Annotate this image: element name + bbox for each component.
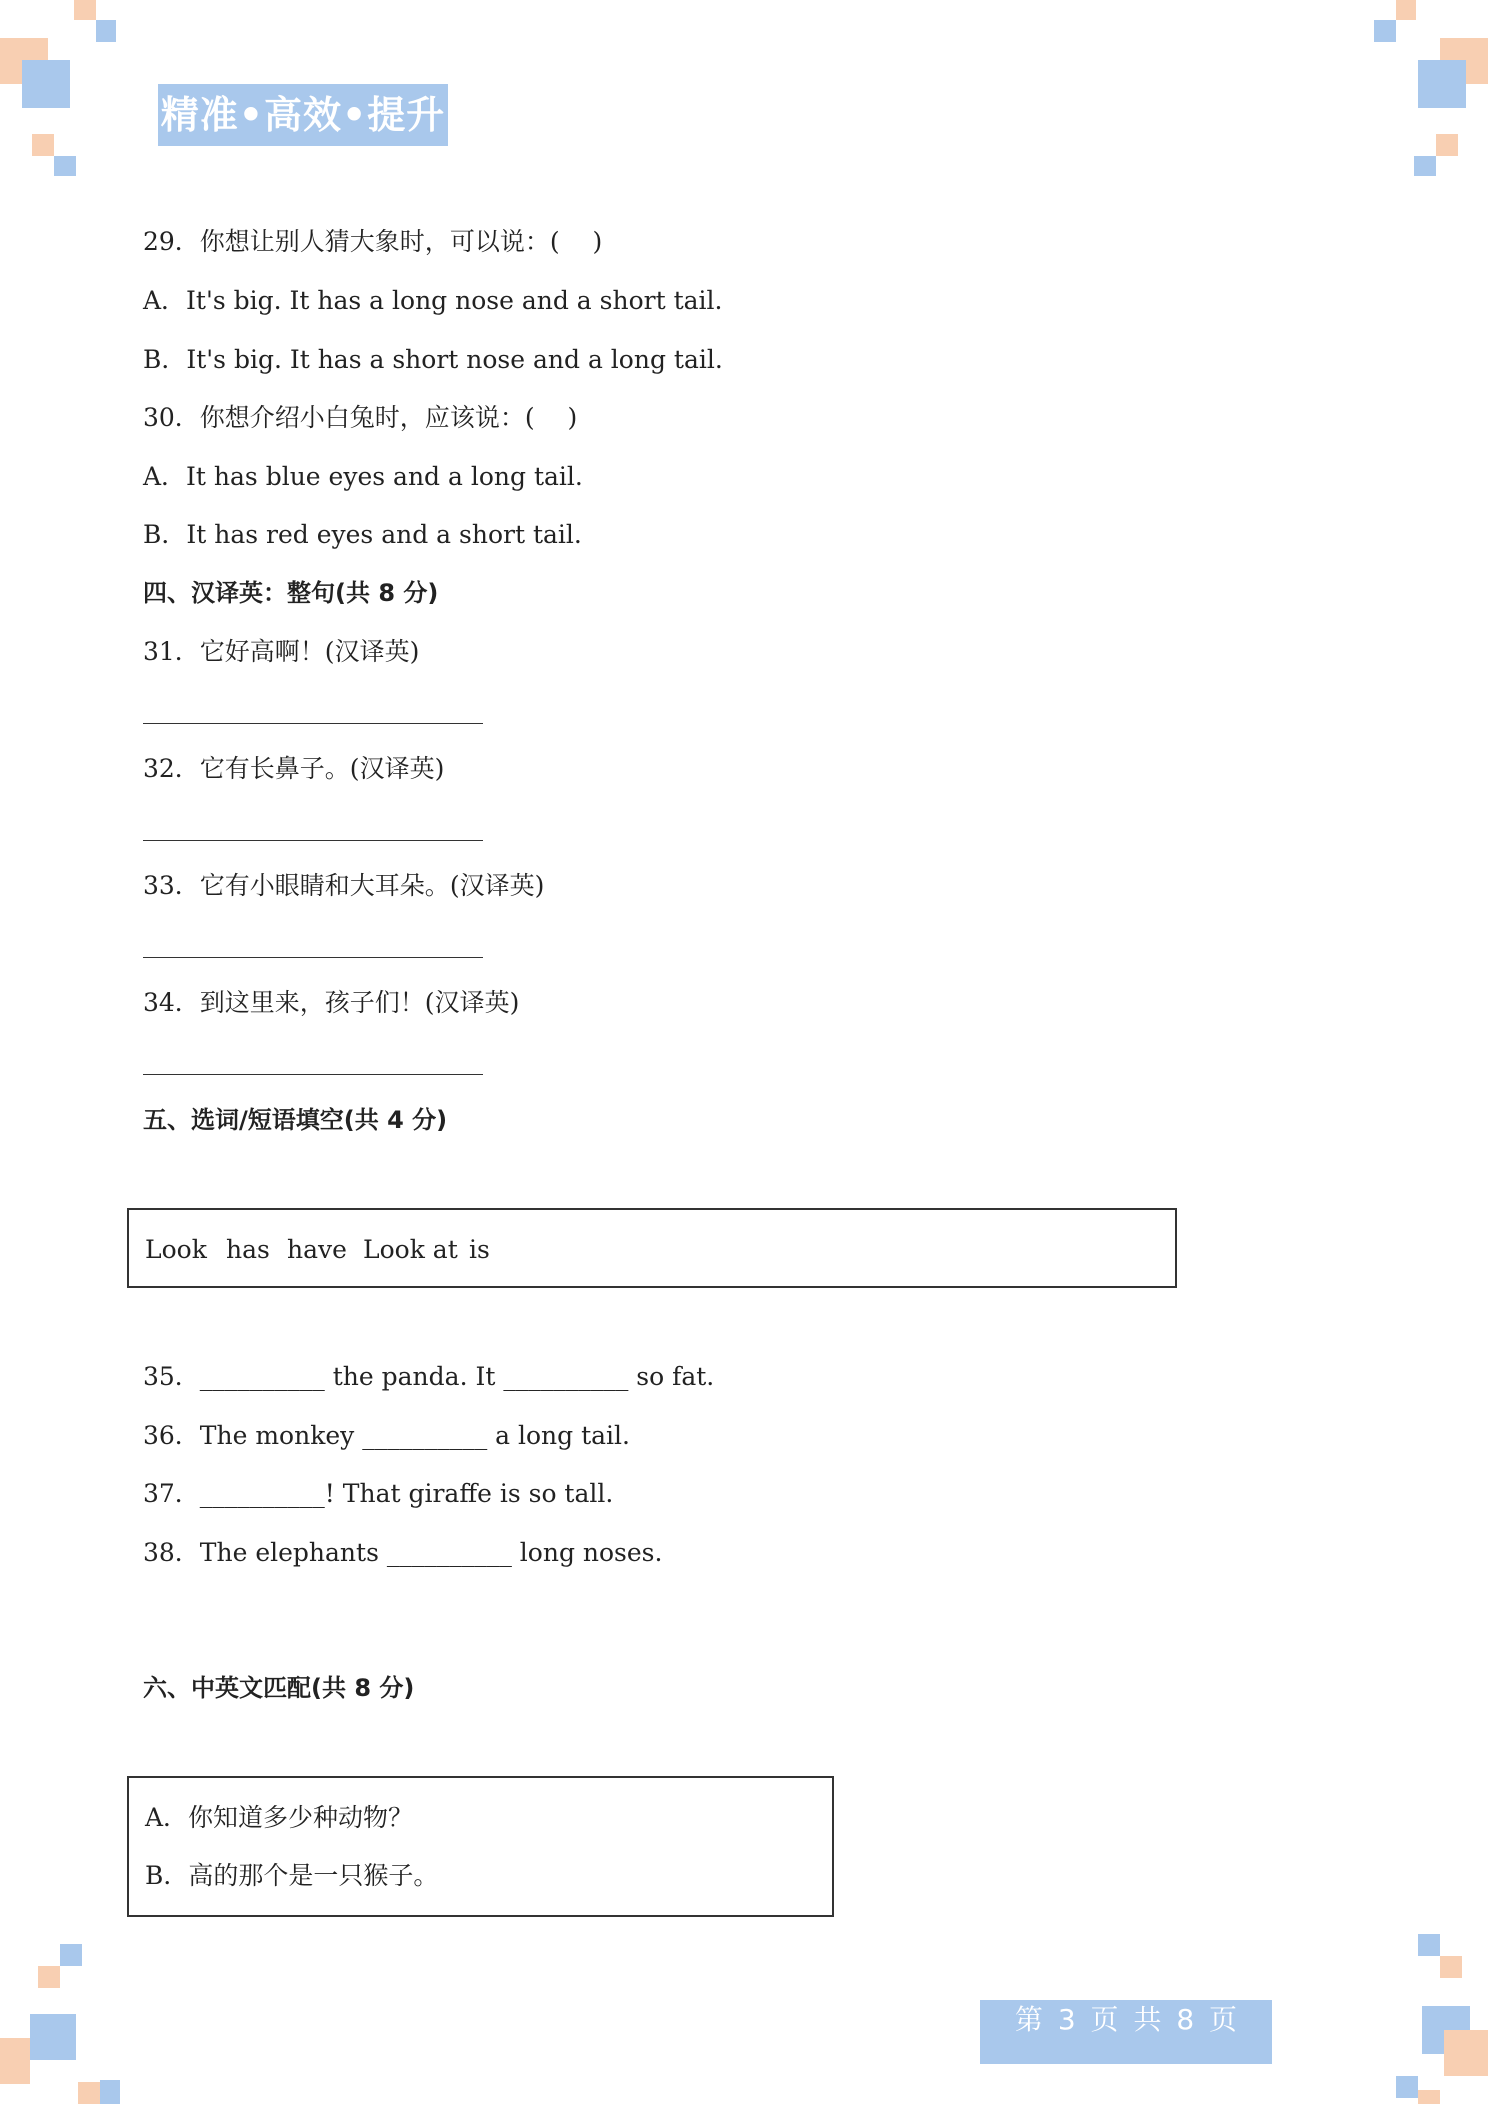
q34-question: 34．到这里来，孩子们！(汉译英) <box>143 988 520 1017</box>
q30-option-b: B．It has red eyes and a short tail. <box>143 520 582 549</box>
word-bank-item: is <box>469 1235 490 1264</box>
q31-answer-line[interactable] <box>143 723 483 724</box>
q29-question: 29．你想让别人猜大象时，可以说：( ) <box>143 227 603 256</box>
q32-answer-line[interactable] <box>143 840 483 841</box>
match-option-a: A．你知道多少种动物？ <box>145 1803 414 1832</box>
decor-square <box>1414 156 1436 176</box>
word-bank-item: has <box>226 1235 270 1264</box>
decor-square <box>1374 20 1396 42</box>
decor-square <box>1436 134 1458 156</box>
decor-square <box>100 2080 120 2104</box>
q29-option-b: B．It's big. It has a short nose and a long tail. <box>143 345 723 374</box>
decor-square <box>1444 2030 1488 2076</box>
header-banner: 精准•高效•提升 <box>158 84 448 146</box>
q37-question: 37．__________! That giraffe is so tall. <box>143 1479 614 1508</box>
q35-question: 35．__________ the panda. It __________ so fat. <box>143 1362 715 1391</box>
match-box <box>127 1776 834 1917</box>
decor-square <box>32 134 54 156</box>
match-option-b: B．高的那个是一只猴子。 <box>145 1861 439 1890</box>
decor-square <box>1418 1934 1440 1956</box>
decor-square <box>0 2038 30 2084</box>
word-bank-box <box>127 1208 1177 1288</box>
word-bank-item: Look at <box>363 1235 458 1264</box>
decor-square <box>60 1944 82 1966</box>
q33-answer-line[interactable] <box>143 957 483 958</box>
q29-option-a: A．It's big. It has a long nose and a short tail. <box>143 286 723 315</box>
decor-square <box>54 156 76 176</box>
word-bank-item: Look <box>145 1235 207 1264</box>
decor-square <box>1418 60 1466 108</box>
decor-square <box>1396 0 1416 20</box>
q31-question: 31．它好高啊！(汉译英) <box>143 637 420 666</box>
decor-square <box>74 0 96 20</box>
page-number: 第 3 页 共 8 页 <box>980 2000 1272 2064</box>
q38-question: 38．The elephants __________ long noses. <box>143 1538 663 1567</box>
section-4-heading: 四、汉译英：整句(共 8 分) <box>143 579 439 607</box>
decor-square <box>30 2014 76 2060</box>
q34-answer-line[interactable] <box>143 1074 483 1075</box>
section-5-heading: 五、选词/短语填空(共 4 分) <box>143 1106 448 1134</box>
q36-question: 36．The monkey __________ a long tail. <box>143 1421 630 1450</box>
decor-square <box>1396 2076 1418 2098</box>
q32-question: 32．它有长鼻子。(汉译英) <box>143 754 445 783</box>
decor-square <box>38 1966 60 1988</box>
decor-square <box>22 60 70 108</box>
decor-square <box>78 2082 100 2104</box>
q30-option-a: A．It has blue eyes and a long tail. <box>143 462 583 491</box>
word-bank-item: have <box>287 1235 347 1264</box>
q30-question: 30．你想介绍小白兔时，应该说：( ) <box>143 403 578 432</box>
decor-square <box>96 20 116 42</box>
decor-square <box>1440 1956 1462 1978</box>
decor-square <box>1418 2090 1440 2104</box>
section-6-heading: 六、中英文匹配(共 8 分) <box>143 1674 415 1702</box>
q33-question: 33．它有小眼睛和大耳朵。(汉译英) <box>143 871 545 900</box>
